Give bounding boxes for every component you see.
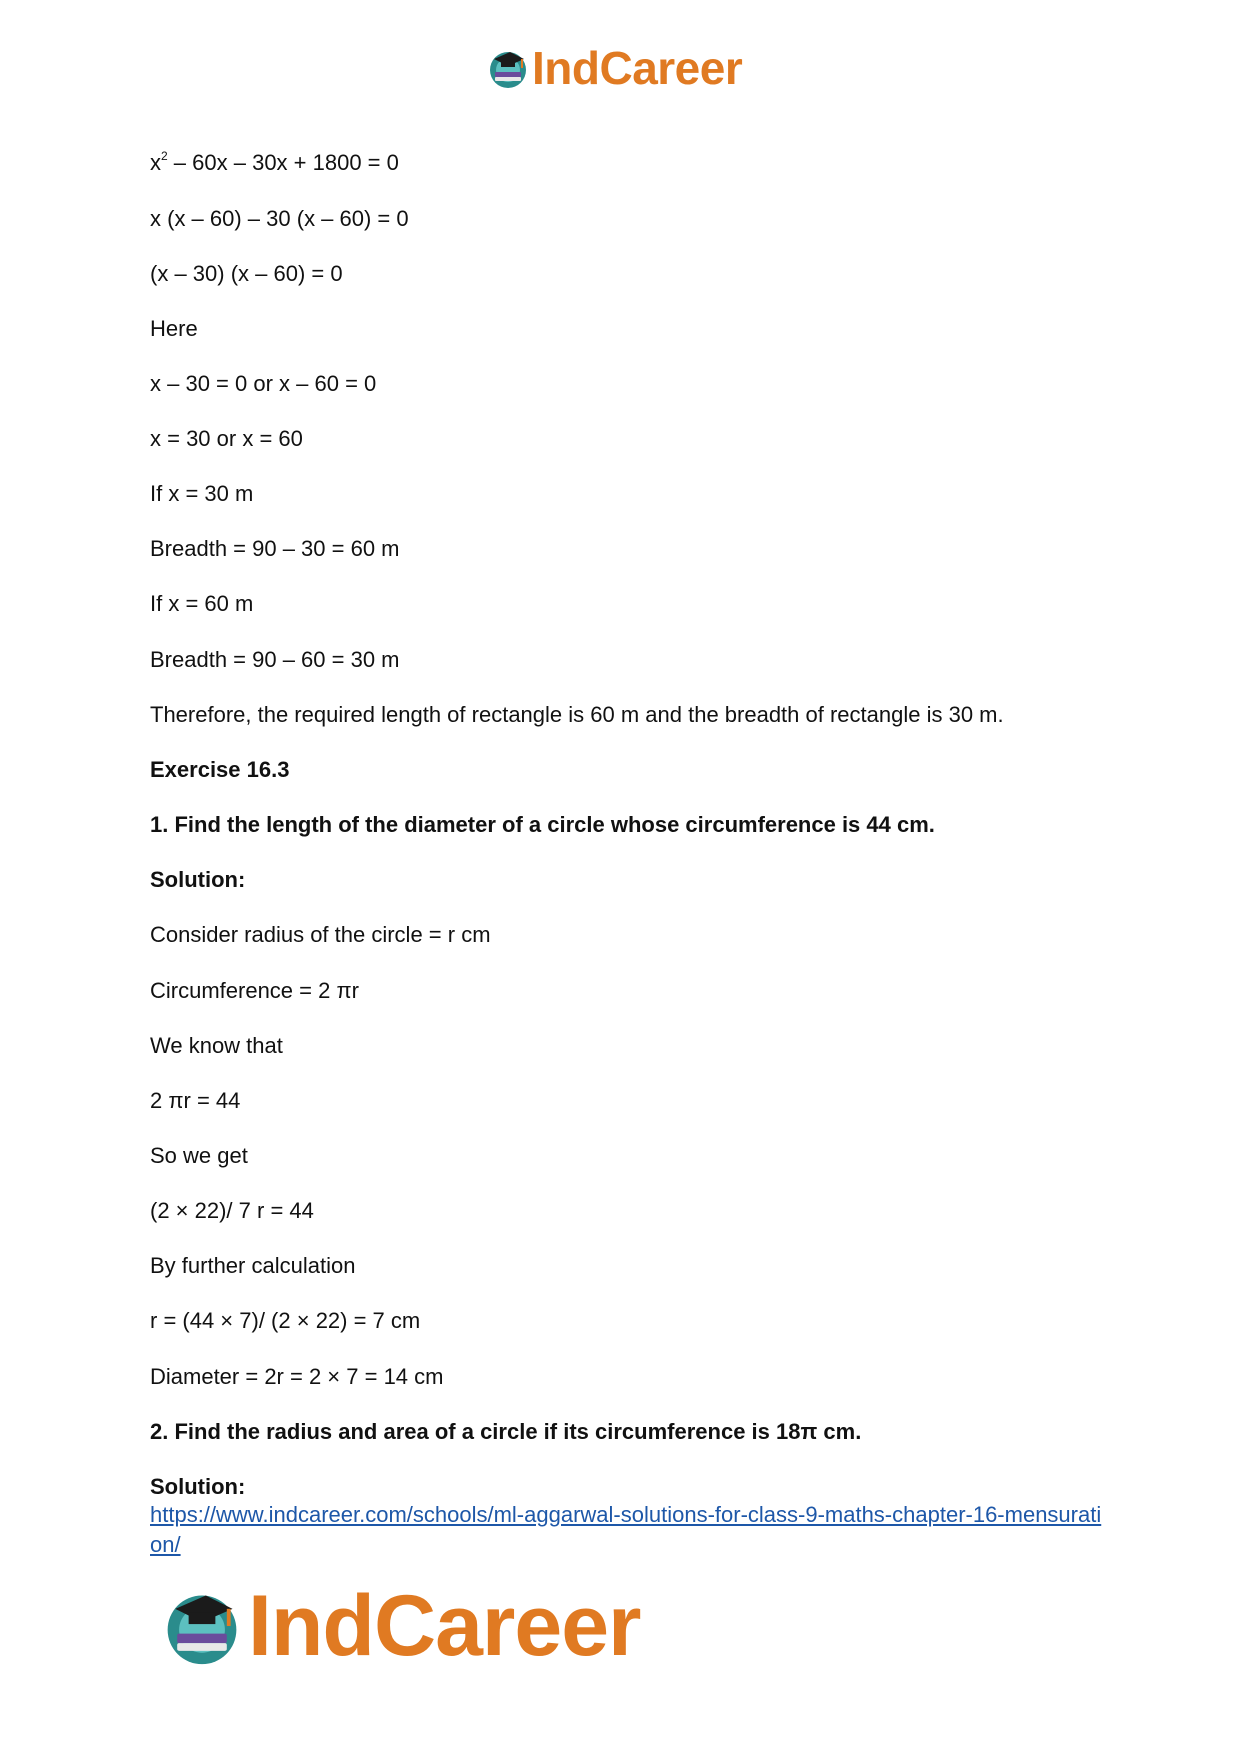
question-2: 2. Find the radius and area of a circle if its circumference is 18π cm. [150, 1419, 862, 1444]
text-line: If x = 30 m [150, 481, 254, 506]
text-line: If x = 60 m [150, 591, 254, 616]
solution-line: Diameter = 2r = 2 × 7 = 14 cm [150, 1364, 444, 1389]
header-logo [486, 38, 742, 98]
solution-line: By further calculation [150, 1253, 356, 1278]
graduation-book-icon [486, 46, 530, 90]
text-line: Here [150, 316, 198, 341]
exercise-heading: Exercise 16.3 [150, 757, 290, 782]
solution-line: (2 × 22)/ 7 r = 44 [150, 1198, 314, 1223]
equation-line: x (x – 60) – 30 (x – 60) = 0 [150, 206, 409, 231]
footer-logo [160, 1578, 641, 1674]
text-line: Breadth = 90 – 60 = 30 m [150, 647, 400, 672]
equation-line: (x – 30) (x – 60) = 0 [150, 261, 343, 286]
solution-line: Consider radius of the circle = r cm [150, 922, 491, 947]
conclusion-line: Therefore, the required length of rectangle is 60 m and the breadth of rectangle is 30 m. [150, 702, 1004, 727]
solution-label: Solution: [150, 867, 246, 892]
logo-wordmark: IndCareer [248, 1578, 641, 1674]
equation-line: $x^2 - 60x - 30x + 1800 = 0$ [150, 149, 399, 175]
solution-label: Solution: [150, 1474, 246, 1499]
source-link[interactable]: https://www.indcareer.com/schools/ml-aggarwal-solutions-for-class-9-maths-chapter-16-mensuration/ [150, 1502, 1102, 1557]
text-line: Breadth = 90 – 30 = 60 m [150, 536, 400, 561]
solution-line: So we get [150, 1143, 248, 1168]
solution-line: We know that [150, 1033, 283, 1058]
solution-line: 2 πr = 44 [150, 1088, 241, 1113]
equation-line: x = 30 or x = 60 [150, 426, 303, 451]
solution-line: Circumference = 2 πr [150, 978, 359, 1003]
graduation-book-icon [160, 1584, 244, 1668]
logo-wordmark: IndCareer [532, 42, 743, 94]
question-1: 1. Find the length of the diameter of a circle whose circumference is 44 cm. [150, 812, 935, 837]
solution-line: r = (44 × 7)/ (2 × 22) = 7 cm [150, 1308, 421, 1333]
equation-line: x – 30 = 0 or x – 60 = 0 [150, 371, 377, 396]
